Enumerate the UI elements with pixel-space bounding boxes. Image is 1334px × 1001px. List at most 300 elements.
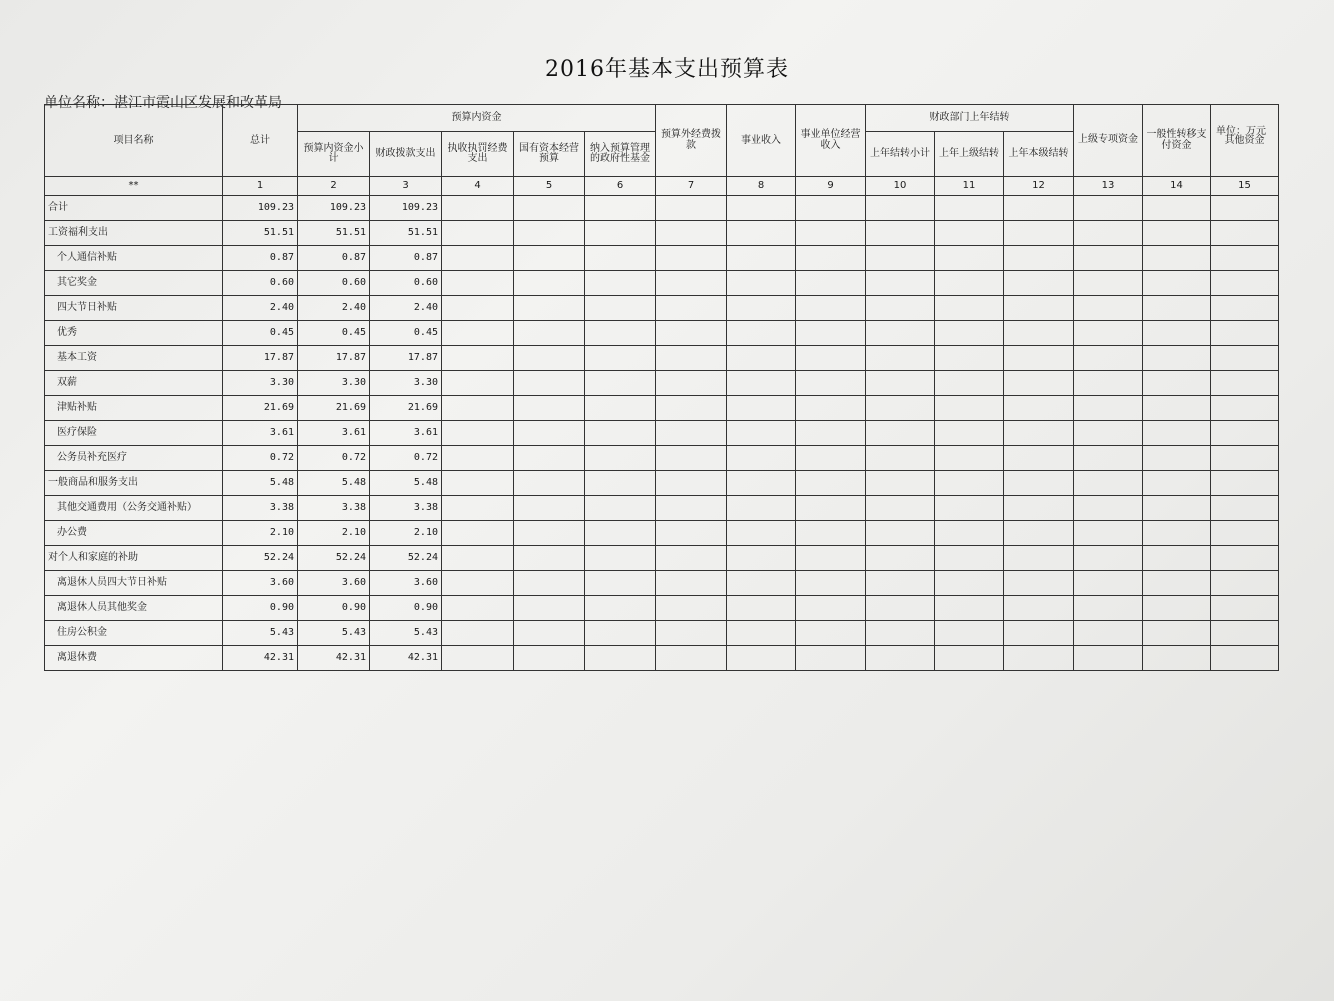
empty-cell xyxy=(727,246,796,271)
empty-cell xyxy=(935,321,1004,346)
empty-cell xyxy=(1004,296,1074,321)
table-row xyxy=(45,396,1279,421)
row-total: 2.40 xyxy=(223,296,298,321)
empty-cell xyxy=(935,646,1004,671)
empty-cell xyxy=(727,596,796,621)
empty-cell xyxy=(935,346,1004,371)
header-carry-subtotal: 上年结转小计 xyxy=(866,132,935,177)
row-total: 42.31 xyxy=(223,646,298,671)
empty-cell xyxy=(727,396,796,421)
empty-cell xyxy=(796,321,866,346)
header-fiscal-carryover: 财政部门上年结转 xyxy=(866,105,1074,132)
index-cell: 15 xyxy=(1211,177,1279,196)
empty-cell xyxy=(656,571,727,596)
empty-cell xyxy=(514,396,585,421)
empty-cell xyxy=(935,246,1004,271)
row-fiscal-appropriation: 3.30 xyxy=(370,371,442,396)
row-total: 3.60 xyxy=(223,571,298,596)
empty-cell xyxy=(656,346,727,371)
empty-cell xyxy=(585,646,656,671)
empty-cell xyxy=(1004,471,1074,496)
row-fiscal-appropriation: 0.60 xyxy=(370,271,442,296)
table-row xyxy=(45,371,1279,396)
row-item-name: 基本工资 xyxy=(45,346,223,371)
row-budget-in-subtotal: 0.90 xyxy=(298,596,370,621)
table-row xyxy=(45,346,1279,371)
table-row xyxy=(45,571,1279,596)
empty-cell xyxy=(796,246,866,271)
empty-cell xyxy=(1211,196,1279,221)
empty-cell xyxy=(796,546,866,571)
table-row xyxy=(45,471,1279,496)
row-fiscal-appropriation: 0.90 xyxy=(370,596,442,621)
row-item-name: 四大节日补贴 xyxy=(45,296,223,321)
header-fiscal-appropriation: 财政拨款支出 xyxy=(370,132,442,177)
empty-cell xyxy=(935,371,1004,396)
row-fiscal-appropriation: 2.10 xyxy=(370,521,442,546)
row-total: 0.60 xyxy=(223,271,298,296)
row-item-name: 离退休费 xyxy=(45,646,223,671)
header-gov-fund: 纳入预算管理的政府性基金 xyxy=(585,132,656,177)
empty-cell xyxy=(866,221,935,246)
empty-cell xyxy=(1004,646,1074,671)
empty-cell xyxy=(796,571,866,596)
empty-cell xyxy=(442,496,514,521)
empty-cell xyxy=(656,296,727,321)
row-item-name: 医疗保险 xyxy=(45,421,223,446)
table-row xyxy=(45,296,1279,321)
row-budget-in-subtotal: 0.87 xyxy=(298,246,370,271)
header-business-income: 事业收入 xyxy=(727,105,796,177)
row-item-name: 津贴补贴 xyxy=(45,396,223,421)
empty-cell xyxy=(585,621,656,646)
index-cell: 11 xyxy=(935,177,1004,196)
empty-cell xyxy=(935,571,1004,596)
row-item-name: 个人通信补贴 xyxy=(45,246,223,271)
empty-cell xyxy=(442,621,514,646)
empty-cell xyxy=(585,321,656,346)
row-budget-in-subtotal: 5.48 xyxy=(298,471,370,496)
empty-cell xyxy=(796,346,866,371)
row-fiscal-appropriation: 17.87 xyxy=(370,346,442,371)
empty-cell xyxy=(935,471,1004,496)
empty-cell xyxy=(1004,346,1074,371)
empty-cell xyxy=(585,246,656,271)
empty-cell xyxy=(727,421,796,446)
row-fiscal-appropriation: 21.69 xyxy=(370,396,442,421)
empty-cell xyxy=(656,421,727,446)
empty-cell xyxy=(1211,396,1279,421)
empty-cell xyxy=(727,196,796,221)
empty-cell xyxy=(727,471,796,496)
empty-cell xyxy=(442,421,514,446)
empty-cell xyxy=(1004,396,1074,421)
empty-cell xyxy=(866,296,935,321)
table-row xyxy=(45,271,1279,296)
header-item-name: 项目名称 xyxy=(45,105,223,177)
empty-cell xyxy=(442,446,514,471)
empty-cell xyxy=(442,221,514,246)
row-fiscal-appropriation: 5.43 xyxy=(370,621,442,646)
empty-cell xyxy=(1004,571,1074,596)
row-budget-in-subtotal: 51.51 xyxy=(298,221,370,246)
empty-cell xyxy=(866,421,935,446)
row-budget-in-subtotal: 0.72 xyxy=(298,446,370,471)
empty-cell xyxy=(1143,271,1211,296)
empty-cell xyxy=(1074,646,1143,671)
row-budget-in-subtotal: 3.60 xyxy=(298,571,370,596)
row-fiscal-appropriation: 2.40 xyxy=(370,296,442,321)
empty-cell xyxy=(585,521,656,546)
row-item-name: 离退休人员其他奖金 xyxy=(45,596,223,621)
empty-cell xyxy=(1074,321,1143,346)
empty-cell xyxy=(442,196,514,221)
empty-cell xyxy=(866,196,935,221)
row-total: 3.38 xyxy=(223,496,298,521)
empty-cell xyxy=(1143,646,1211,671)
empty-cell xyxy=(935,196,1004,221)
empty-cell xyxy=(1211,346,1279,371)
empty-cell xyxy=(1143,196,1211,221)
header-budget-in: 预算内资金 xyxy=(298,105,656,132)
empty-cell xyxy=(585,421,656,446)
page-title: 2016年基本支出预算表 xyxy=(545,57,789,82)
empty-cell xyxy=(935,296,1004,321)
empty-cell xyxy=(1211,596,1279,621)
empty-cell xyxy=(1074,246,1143,271)
empty-cell xyxy=(656,246,727,271)
empty-cell xyxy=(585,596,656,621)
row-item-name: 公务员补充医疗 xyxy=(45,446,223,471)
empty-cell xyxy=(442,271,514,296)
row-total: 52.24 xyxy=(223,546,298,571)
row-budget-in-subtotal: 3.61 xyxy=(298,421,370,446)
empty-cell xyxy=(1074,446,1143,471)
row-total: 51.51 xyxy=(223,221,298,246)
empty-cell xyxy=(514,371,585,396)
empty-cell xyxy=(796,421,866,446)
empty-cell xyxy=(727,296,796,321)
empty-cell xyxy=(514,471,585,496)
empty-cell xyxy=(796,646,866,671)
empty-cell xyxy=(727,221,796,246)
empty-cell xyxy=(656,221,727,246)
empty-cell xyxy=(1211,546,1279,571)
empty-cell xyxy=(727,646,796,671)
empty-cell xyxy=(1211,446,1279,471)
row-budget-in-subtotal: 21.69 xyxy=(298,396,370,421)
empty-cell xyxy=(1211,646,1279,671)
empty-cell xyxy=(796,446,866,471)
index-cell: ** xyxy=(45,177,223,196)
empty-cell xyxy=(656,396,727,421)
empty-cell xyxy=(656,196,727,221)
empty-cell xyxy=(442,546,514,571)
empty-cell xyxy=(935,621,1004,646)
empty-cell xyxy=(442,596,514,621)
row-fiscal-appropriation: 0.87 xyxy=(370,246,442,271)
empty-cell xyxy=(1074,346,1143,371)
header-business-unit-income: 事业单位经营收入 xyxy=(796,105,866,177)
table-row xyxy=(45,646,1279,671)
row-budget-in-subtotal: 5.43 xyxy=(298,621,370,646)
empty-cell xyxy=(796,196,866,221)
empty-cell xyxy=(656,371,727,396)
empty-cell xyxy=(796,396,866,421)
empty-cell xyxy=(585,271,656,296)
empty-cell xyxy=(1143,296,1211,321)
empty-cell xyxy=(585,296,656,321)
header-state-capital: 国有资本经营预算 xyxy=(514,132,585,177)
empty-cell xyxy=(1074,496,1143,521)
empty-cell xyxy=(442,321,514,346)
empty-cell xyxy=(866,521,935,546)
empty-cell xyxy=(442,571,514,596)
empty-cell xyxy=(935,446,1004,471)
row-fiscal-appropriation: 3.38 xyxy=(370,496,442,521)
row-total: 17.87 xyxy=(223,346,298,371)
header-carry-own: 上年本级结转 xyxy=(1004,132,1074,177)
empty-cell xyxy=(866,446,935,471)
table-row xyxy=(45,246,1279,271)
empty-cell xyxy=(866,546,935,571)
row-budget-in-subtotal: 2.40 xyxy=(298,296,370,321)
empty-cell xyxy=(1074,521,1143,546)
empty-cell xyxy=(442,471,514,496)
empty-cell xyxy=(1004,496,1074,521)
row-item-name: 双薪 xyxy=(45,371,223,396)
row-budget-in-subtotal: 2.10 xyxy=(298,521,370,546)
empty-cell xyxy=(1143,496,1211,521)
empty-cell xyxy=(1211,496,1279,521)
empty-cell xyxy=(1004,246,1074,271)
empty-cell xyxy=(866,646,935,671)
table-row xyxy=(45,596,1279,621)
empty-cell xyxy=(1211,571,1279,596)
empty-cell xyxy=(727,546,796,571)
row-item-name: 对个人和家庭的补助 xyxy=(45,546,223,571)
unit-label: 单位：万元 xyxy=(1216,126,1266,137)
empty-cell xyxy=(1004,546,1074,571)
header-carry-superior: 上年上级结转 xyxy=(935,132,1004,177)
table-body xyxy=(45,177,1279,671)
empty-cell xyxy=(442,346,514,371)
empty-cell xyxy=(935,396,1004,421)
empty-cell xyxy=(1211,296,1279,321)
empty-cell xyxy=(1074,471,1143,496)
empty-cell xyxy=(796,221,866,246)
empty-cell xyxy=(1143,571,1211,596)
empty-cell xyxy=(1143,246,1211,271)
empty-cell xyxy=(727,446,796,471)
row-budget-in-subtotal: 0.60 xyxy=(298,271,370,296)
row-total: 3.61 xyxy=(223,421,298,446)
row-fiscal-appropriation: 42.31 xyxy=(370,646,442,671)
empty-cell xyxy=(866,321,935,346)
row-item-name: 其它奖金 xyxy=(45,271,223,296)
budget-table xyxy=(44,104,1279,671)
empty-cell xyxy=(1074,546,1143,571)
empty-cell xyxy=(514,521,585,546)
empty-cell xyxy=(1004,446,1074,471)
empty-cell xyxy=(727,521,796,546)
empty-cell xyxy=(1211,471,1279,496)
row-total: 0.87 xyxy=(223,246,298,271)
row-total: 5.48 xyxy=(223,471,298,496)
empty-cell xyxy=(442,296,514,321)
row-total: 2.10 xyxy=(223,521,298,546)
empty-cell xyxy=(656,471,727,496)
empty-cell xyxy=(727,496,796,521)
empty-cell xyxy=(585,446,656,471)
row-total: 0.45 xyxy=(223,321,298,346)
empty-cell xyxy=(935,271,1004,296)
empty-cell xyxy=(1074,196,1143,221)
empty-cell xyxy=(727,571,796,596)
empty-cell xyxy=(585,571,656,596)
empty-cell xyxy=(585,496,656,521)
index-cell: 3 xyxy=(370,177,442,196)
empty-cell xyxy=(866,496,935,521)
row-budget-in-subtotal: 3.38 xyxy=(298,496,370,521)
table-row xyxy=(45,496,1279,521)
empty-cell xyxy=(1004,221,1074,246)
index-cell: 13 xyxy=(1074,177,1143,196)
empty-cell xyxy=(796,471,866,496)
empty-cell xyxy=(585,396,656,421)
empty-cell xyxy=(1004,521,1074,546)
row-total: 5.43 xyxy=(223,621,298,646)
row-item-name: 一般商品和服务支出 xyxy=(45,471,223,496)
empty-cell xyxy=(442,371,514,396)
empty-cell xyxy=(1143,596,1211,621)
empty-cell xyxy=(1211,421,1279,446)
row-budget-in-subtotal: 0.45 xyxy=(298,321,370,346)
row-budget-in-subtotal: 109.23 xyxy=(298,196,370,221)
empty-cell xyxy=(1004,196,1074,221)
empty-cell xyxy=(1143,421,1211,446)
empty-cell xyxy=(866,596,935,621)
empty-cell xyxy=(656,621,727,646)
empty-cell xyxy=(1143,321,1211,346)
empty-cell xyxy=(514,646,585,671)
table-row xyxy=(45,321,1279,346)
empty-cell xyxy=(866,246,935,271)
empty-cell xyxy=(585,471,656,496)
empty-cell xyxy=(866,396,935,421)
empty-cell xyxy=(796,621,866,646)
empty-cell xyxy=(1004,371,1074,396)
empty-cell xyxy=(1004,621,1074,646)
empty-cell xyxy=(585,196,656,221)
empty-cell xyxy=(1211,321,1279,346)
row-fiscal-appropriation: 51.51 xyxy=(370,221,442,246)
empty-cell xyxy=(796,521,866,546)
row-budget-in-subtotal: 42.31 xyxy=(298,646,370,671)
table-row xyxy=(45,546,1279,571)
index-cell: 2 xyxy=(298,177,370,196)
empty-cell xyxy=(1143,396,1211,421)
empty-cell xyxy=(514,271,585,296)
row-total: 0.72 xyxy=(223,446,298,471)
empty-cell xyxy=(935,546,1004,571)
empty-cell xyxy=(514,571,585,596)
empty-cell xyxy=(1143,621,1211,646)
empty-cell xyxy=(1074,396,1143,421)
header-total: 总计 xyxy=(223,105,298,177)
empty-cell xyxy=(585,221,656,246)
empty-cell xyxy=(514,296,585,321)
empty-cell xyxy=(1004,271,1074,296)
empty-cell xyxy=(796,371,866,396)
empty-cell xyxy=(514,596,585,621)
empty-cell xyxy=(656,646,727,671)
index-cell: 4 xyxy=(442,177,514,196)
row-budget-in-subtotal: 17.87 xyxy=(298,346,370,371)
empty-cell xyxy=(935,596,1004,621)
empty-cell xyxy=(1211,621,1279,646)
index-cell: 6 xyxy=(585,177,656,196)
header-budget-in-subtotal: 预算内资金小计 xyxy=(298,132,370,177)
empty-cell xyxy=(1211,371,1279,396)
empty-cell xyxy=(935,221,1004,246)
empty-cell xyxy=(1074,296,1143,321)
row-item-name: 优秀 xyxy=(45,321,223,346)
header-general-transfer: 一般性转移支付资金 xyxy=(1143,105,1211,177)
empty-cell xyxy=(514,346,585,371)
row-item-name: 住房公积金 xyxy=(45,621,223,646)
table-row xyxy=(45,421,1279,446)
empty-cell xyxy=(656,521,727,546)
row-total: 109.23 xyxy=(223,196,298,221)
empty-cell xyxy=(1074,221,1143,246)
empty-cell xyxy=(1004,596,1074,621)
index-cell: 14 xyxy=(1143,177,1211,196)
row-total: 21.69 xyxy=(223,396,298,421)
empty-cell xyxy=(585,546,656,571)
row-fiscal-appropriation: 109.23 xyxy=(370,196,442,221)
row-fiscal-appropriation: 5.48 xyxy=(370,471,442,496)
empty-cell xyxy=(796,596,866,621)
empty-cell xyxy=(935,421,1004,446)
empty-cell xyxy=(866,471,935,496)
index-cell: 8 xyxy=(727,177,796,196)
row-budget-in-subtotal: 3.30 xyxy=(298,371,370,396)
empty-cell xyxy=(1143,446,1211,471)
empty-cell xyxy=(727,346,796,371)
table-row xyxy=(45,521,1279,546)
empty-cell xyxy=(1074,371,1143,396)
empty-cell xyxy=(656,446,727,471)
empty-cell xyxy=(1211,221,1279,246)
empty-cell xyxy=(1074,621,1143,646)
index-cell: 12 xyxy=(1004,177,1074,196)
index-cell: 10 xyxy=(866,177,935,196)
empty-cell xyxy=(442,521,514,546)
empty-cell xyxy=(514,196,585,221)
empty-cell xyxy=(1004,421,1074,446)
empty-cell xyxy=(1074,421,1143,446)
row-fiscal-appropriation: 3.61 xyxy=(370,421,442,446)
empty-cell xyxy=(1143,371,1211,396)
empty-cell xyxy=(866,571,935,596)
row-item-name: 工资福利支出 xyxy=(45,221,223,246)
empty-cell xyxy=(514,321,585,346)
empty-cell xyxy=(514,421,585,446)
empty-cell xyxy=(1004,321,1074,346)
row-fiscal-appropriation: 0.72 xyxy=(370,446,442,471)
empty-cell xyxy=(727,621,796,646)
